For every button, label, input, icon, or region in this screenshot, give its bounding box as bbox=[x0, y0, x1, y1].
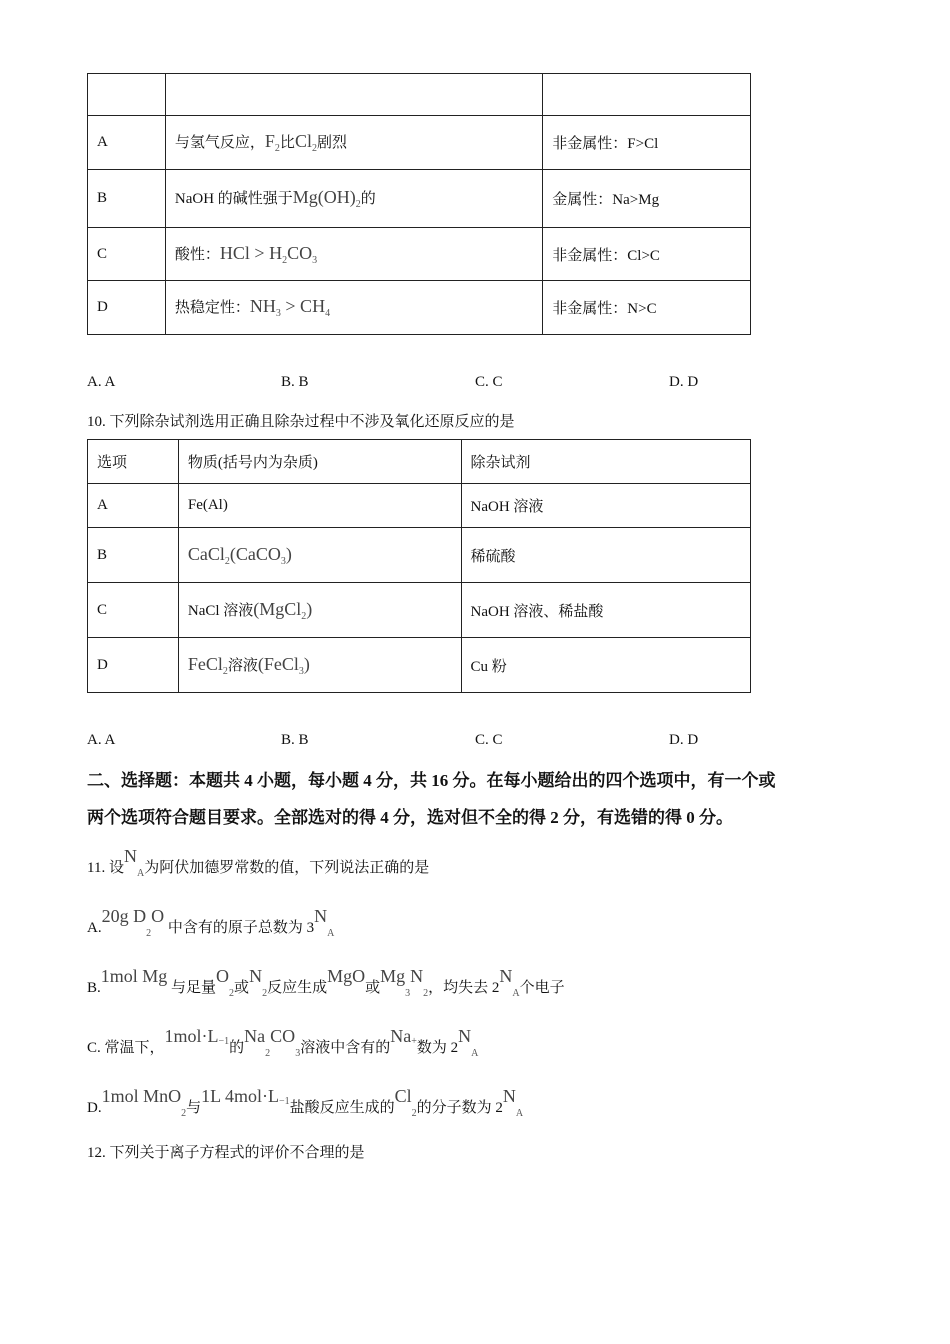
table-row bbox=[88, 484, 751, 528]
subscript: 2 bbox=[224, 555, 230, 567]
formula: Na bbox=[244, 1026, 266, 1046]
table-row bbox=[88, 583, 751, 638]
text-run: 溶液 bbox=[227, 657, 258, 674]
text-run: NaCl 溶液 bbox=[187, 602, 254, 619]
subscript: 2 bbox=[265, 1048, 271, 1059]
table-row bbox=[88, 528, 751, 583]
formula: N bbox=[499, 966, 513, 986]
q11-option-c[interactable] bbox=[87, 1026, 478, 1059]
q11-stem bbox=[87, 846, 429, 879]
header-cell: 除杂试剂 bbox=[461, 440, 751, 484]
conclusion-cell: 非金属性：N>C bbox=[543, 281, 751, 335]
table-header-row bbox=[88, 74, 751, 116]
evidence-cell bbox=[165, 170, 542, 228]
text-run: 或 bbox=[234, 980, 250, 996]
subscript: A bbox=[136, 868, 145, 879]
text-run: 与足量 bbox=[167, 980, 217, 996]
formula: (FeCl bbox=[257, 653, 299, 674]
formula: CO bbox=[270, 1026, 296, 1046]
formula: ) bbox=[285, 543, 292, 564]
table-row bbox=[88, 228, 751, 281]
formula: FeCl bbox=[187, 653, 223, 674]
text-run: 反应生成 bbox=[267, 980, 328, 996]
reagent-cell: 稀硫酸 bbox=[461, 528, 751, 583]
subscript: 2 bbox=[411, 1108, 417, 1119]
option-cell: B bbox=[88, 170, 166, 228]
q11-option-d[interactable] bbox=[87, 1086, 523, 1119]
formula: N bbox=[458, 1026, 472, 1046]
formula: Mg bbox=[380, 966, 406, 986]
header-cell: 选项 bbox=[88, 440, 179, 484]
section-heading-line-2: 两个选项符合题目要求。全部选对的得 4 分，选对但不全的得 2 分，有选错的得 0 分。 bbox=[87, 808, 733, 827]
q9-option-d[interactable]: D. D bbox=[669, 374, 699, 390]
formula: ) bbox=[306, 598, 313, 619]
subscript: A bbox=[515, 1108, 524, 1119]
formula: Cl bbox=[394, 1086, 412, 1106]
subscript: 2 bbox=[181, 1108, 187, 1119]
text-run: 剧烈 bbox=[316, 135, 347, 151]
formula: 1mol MnO bbox=[101, 1086, 182, 1106]
formula: N bbox=[123, 846, 137, 866]
subscript: 2 bbox=[311, 143, 317, 154]
q11-option-b[interactable] bbox=[87, 966, 565, 999]
table-row bbox=[88, 170, 751, 228]
q10-stem: 10. 下列除杂试剂选用正确且除杂过程中不涉及氧化还原反应的是 bbox=[87, 414, 515, 430]
subscript: A bbox=[327, 928, 335, 939]
formula: O bbox=[151, 906, 165, 926]
section-heading-line-1: 二、选择题：本题共 4 小题，每小题 4 分，共 16 分。在每小题给出的四个选项中，有一个或 bbox=[87, 771, 776, 790]
formula: O bbox=[216, 966, 230, 986]
formula: 1L 4mol·L bbox=[201, 1086, 279, 1106]
superscript: −1 bbox=[218, 1036, 230, 1047]
text-run: A. bbox=[87, 920, 102, 936]
substance-cell bbox=[178, 583, 461, 638]
subscript: 4 bbox=[325, 308, 331, 319]
q10-option-a[interactable]: A. A bbox=[87, 732, 116, 748]
table-header-row bbox=[88, 440, 751, 484]
q9-option-c[interactable]: C. C bbox=[475, 374, 503, 390]
text-run: 11. 设 bbox=[87, 860, 124, 876]
text-run: 为阿伏加德罗常数的值，下列说法正确的是 bbox=[144, 860, 430, 876]
text-run: 的分子数为 2 bbox=[416, 1100, 503, 1116]
table-row bbox=[88, 281, 751, 335]
option-cell: A bbox=[88, 116, 166, 170]
text-run: Fe(Al) bbox=[187, 497, 228, 513]
subscript: 2 bbox=[146, 928, 152, 939]
subscript: A bbox=[512, 988, 520, 999]
text-run: 与 bbox=[186, 1100, 202, 1116]
substance-cell bbox=[178, 484, 461, 528]
text-run: B. bbox=[87, 980, 101, 996]
formula: N bbox=[314, 906, 328, 926]
text-run: 比 bbox=[279, 135, 295, 151]
formula: 1mol·L bbox=[164, 1026, 219, 1046]
q10-option-d[interactable]: D. D bbox=[669, 732, 699, 748]
subscript: A bbox=[471, 1048, 479, 1059]
formula: Na bbox=[390, 1026, 412, 1046]
formula: > CH bbox=[280, 296, 326, 316]
header-cell: 物质(括号内为杂质) bbox=[178, 440, 461, 484]
header-cell bbox=[165, 74, 542, 116]
subscript: 2 bbox=[301, 610, 307, 622]
table-row bbox=[88, 116, 751, 170]
text-run: 个电子 bbox=[519, 980, 565, 996]
evidence-cell bbox=[165, 228, 542, 281]
formula: N bbox=[502, 1086, 516, 1106]
q10-option-b[interactable]: B. B bbox=[281, 732, 309, 748]
text-run: D. bbox=[87, 1100, 102, 1116]
formula: N bbox=[249, 966, 263, 986]
q9-option-a[interactable]: A. A bbox=[87, 374, 116, 390]
text-run: 中含有的原子总数为 3 bbox=[164, 920, 315, 936]
text-run: 盐酸反应生成的 bbox=[289, 1100, 395, 1116]
header-cell bbox=[543, 74, 751, 116]
superscript: + bbox=[411, 1036, 417, 1047]
formula: MgO bbox=[327, 966, 366, 986]
formula: (CaCO bbox=[229, 543, 281, 564]
reagent-cell: Cu 粉 bbox=[461, 638, 751, 693]
option-cell: B bbox=[88, 528, 179, 583]
formula: F bbox=[264, 131, 275, 151]
subscript: 2 bbox=[222, 665, 228, 677]
subscript: 3 bbox=[275, 308, 281, 319]
formula: ) bbox=[303, 653, 310, 674]
q11-option-a[interactable] bbox=[87, 906, 334, 939]
text-run: 与氢气反应， bbox=[174, 135, 265, 151]
text-run: 的 bbox=[229, 1040, 245, 1056]
formula: HCl > H bbox=[219, 242, 283, 263]
q10-table bbox=[87, 439, 751, 693]
formula: CO bbox=[287, 242, 313, 263]
formula: N bbox=[410, 966, 424, 986]
option-cell: C bbox=[88, 228, 166, 281]
q9-option-b[interactable]: B. B bbox=[281, 374, 309, 390]
option-cell: D bbox=[88, 281, 166, 335]
text-run: ，均失去 2 bbox=[428, 980, 500, 996]
subscript: 3 bbox=[280, 555, 286, 567]
text-run: 或 bbox=[365, 980, 381, 996]
text-run: C. 常温下， bbox=[87, 1040, 165, 1056]
evidence-cell bbox=[165, 116, 542, 170]
q9-table bbox=[87, 73, 751, 335]
subscript: 2 bbox=[282, 254, 288, 266]
option-cell: C bbox=[88, 583, 179, 638]
formula: Mg(OH) bbox=[292, 187, 356, 207]
evidence-cell bbox=[165, 281, 542, 335]
reagent-cell: NaOH 溶液 bbox=[461, 484, 751, 528]
subscript: 3 bbox=[405, 988, 411, 999]
superscript: −1 bbox=[278, 1096, 290, 1107]
conclusion-cell: 非金属性：F>Cl bbox=[543, 116, 751, 170]
subscript: 3 bbox=[295, 1048, 301, 1059]
reagent-cell: NaOH 溶液、稀盐酸 bbox=[461, 583, 751, 638]
formula: NH bbox=[249, 296, 276, 316]
formula: CaCl bbox=[187, 543, 225, 564]
formula: (MgCl bbox=[253, 598, 302, 619]
text-run: 酸性： bbox=[174, 246, 220, 263]
formula: Cl bbox=[294, 131, 312, 151]
option-cell: A bbox=[88, 484, 179, 528]
substance-cell bbox=[178, 638, 461, 693]
header-cell bbox=[88, 74, 166, 116]
subscript: 2 bbox=[355, 199, 361, 210]
subscript: 2 bbox=[262, 988, 268, 999]
conclusion-cell: 非金属性：Cl>C bbox=[543, 228, 751, 281]
text-run: 热稳定性： bbox=[174, 300, 250, 316]
subscript: 3 bbox=[312, 254, 318, 266]
formula: 1mol Mg bbox=[100, 966, 168, 986]
conclusion-cell: 金属性：Na>Mg bbox=[543, 170, 751, 228]
q12-stem: 12. 下列关于离子方程式的评价不合理的是 bbox=[87, 1145, 365, 1161]
text-run: 数为 2 bbox=[416, 1040, 459, 1056]
subscript: 3 bbox=[298, 665, 304, 677]
q10-option-c[interactable]: C. C bbox=[475, 732, 503, 748]
formula: 20g D bbox=[101, 906, 147, 926]
subscript: 2 bbox=[229, 988, 235, 999]
option-cell: D bbox=[88, 638, 179, 693]
subscript: 2 bbox=[274, 143, 280, 154]
text-run: 溶液中含有的 bbox=[300, 1040, 391, 1056]
text-run: 的 bbox=[360, 191, 376, 207]
subscript: 2 bbox=[423, 988, 429, 999]
text-run: NaOH 的碱性强于 bbox=[174, 191, 293, 207]
table-row bbox=[88, 638, 751, 693]
substance-cell bbox=[178, 528, 461, 583]
